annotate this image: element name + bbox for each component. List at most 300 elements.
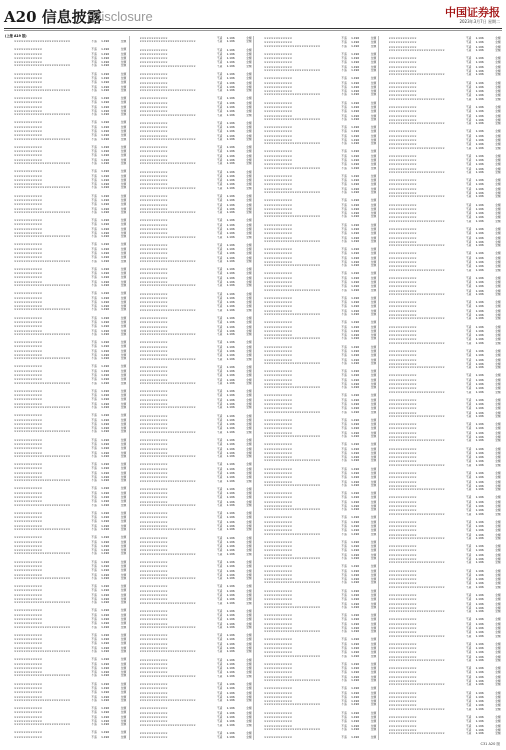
row-value-2: 1.196 [98, 207, 109, 211]
row-value-1: 不适 [211, 536, 222, 540]
row-name: ×××××××××××××××××××××××× [264, 289, 328, 293]
row-value-2: 1.196 [224, 267, 235, 271]
row-value-1: 不适 [86, 202, 97, 206]
row-name: ×××××××××××× [389, 284, 453, 288]
row-value-2: 1.196 [98, 353, 109, 357]
row-name: ×××××××××××××××××××××××× [389, 732, 453, 736]
row-value-2: 1.196 [348, 382, 359, 386]
row-value-2: 1.196 [98, 194, 109, 198]
row-value-3: 全额 [112, 528, 127, 532]
row-value-3: 全额 [112, 438, 127, 442]
row-value-2: 1.196 [224, 325, 235, 329]
row-value-2: 1.196 [98, 291, 109, 295]
row-value-3: 全额 [112, 271, 127, 275]
row-value-3: 全额 [112, 178, 127, 182]
row-name: ×××××××××××× [14, 573, 78, 577]
row-value-1: 不适 [336, 406, 347, 410]
row-value-2: 1.196 [224, 382, 235, 386]
row-value-2: 1.196 [473, 431, 484, 435]
row-name: ×××××××××××××××××××××××× [14, 552, 78, 556]
row-value-2: 1.196 [98, 422, 109, 426]
row-value-3: 全额 [362, 304, 377, 308]
row-value-1: 不适 [211, 617, 222, 621]
row-value-1: 不适 [86, 353, 97, 357]
row-value-3: 全额 [362, 276, 377, 280]
row-value-3: 全额 [486, 524, 501, 528]
row-value-3: 全额 [362, 524, 377, 528]
row-value-2: 1.196 [224, 686, 235, 690]
row-value-1: 不适 [460, 642, 471, 646]
row-value-1: 不适 [211, 406, 222, 410]
row-name: ×××××××××××× [264, 650, 328, 654]
row-name: ×××××××××××× [14, 413, 78, 417]
row-value-3: 全额 [112, 120, 127, 124]
row-value-3: 全额 [486, 528, 501, 532]
row-value-3: 全额 [112, 393, 127, 397]
row-value-1: 不适 [336, 533, 347, 537]
row-value-3: 全额 [112, 475, 127, 479]
row-value-3: 全额 [486, 513, 501, 517]
row-value-3: 全额 [112, 426, 127, 430]
row-value-2: 1.196 [98, 373, 109, 377]
row-name: ×××××××××××× [14, 710, 78, 714]
row-name: ×××××××××××× [14, 149, 78, 153]
row-name: ×××××××××××× [389, 333, 453, 337]
table-row [380, 195, 503, 202]
row-value-1: 不适 [211, 198, 222, 202]
row-value-3: 全额 [112, 515, 127, 519]
row-value-1: 不适 [86, 491, 97, 495]
row-value-3: 全额 [486, 411, 501, 415]
row-value-1: 不适 [460, 513, 471, 517]
row-value-1: 不适 [336, 76, 347, 80]
row-name: ×××××××××××× [14, 657, 78, 661]
row-value-2: 1.196 [473, 622, 484, 626]
row-value-2: 1.196 [348, 431, 359, 435]
row-value-3: 全额 [112, 735, 127, 739]
row-value-1: 不适 [460, 147, 471, 151]
row-value-3: 全额 [237, 72, 252, 76]
row-value-3: 全额 [362, 703, 377, 707]
row-value-3: 全额 [486, 138, 501, 142]
row-name: ×××××××××××× [14, 462, 78, 466]
row-value-3: 全额 [362, 715, 377, 719]
table-row [380, 269, 503, 276]
row-value-3: 全额 [112, 349, 127, 353]
row-name: ×××××××××××× [389, 203, 453, 207]
row-value-2: 1.196 [98, 695, 109, 699]
row-value-1: 不适 [86, 145, 97, 149]
row-value-1: 不适 [460, 524, 471, 528]
row-value-2: 1.196 [224, 271, 235, 275]
row-name: ×××××××××××× [14, 291, 78, 295]
row-name: ×××××××××××× [389, 40, 453, 44]
row-value-3: 全额 [112, 222, 127, 226]
row-value-2: 1.196 [348, 93, 359, 97]
row-name: ×××××××××××× [389, 134, 453, 138]
row-value-3: 全额 [112, 129, 127, 133]
row-value-1: 不适 [460, 659, 471, 663]
row-value-3: 全额 [112, 267, 127, 271]
row-name: ×××××××××××× [264, 52, 328, 56]
row-value-3: 全额 [486, 329, 501, 333]
row-name: ×××××××××××× [14, 540, 78, 544]
row-value-1: 不适 [336, 69, 347, 73]
row-value-1: 不适 [336, 167, 347, 171]
row-value-3: 全额 [112, 413, 127, 417]
row-value-3: 全额 [362, 271, 377, 275]
row-value-3: 全额 [486, 488, 501, 492]
row-value-1: 不适 [336, 626, 347, 630]
row-name: ×××××××××××××××××××××××× [140, 333, 204, 337]
row-name: ×××××××××××××××××××××××× [140, 699, 204, 703]
row-name: ×××××××××××××××××××××××× [14, 40, 78, 44]
row-value-3: 全额 [362, 597, 377, 601]
row-name: ×××××××××××× [389, 304, 453, 308]
row-name: ×××××××××××××××××××××××× [389, 561, 453, 565]
row-name: ×××××××××××× [264, 593, 328, 597]
row-value-3: 全额 [112, 242, 127, 246]
row-name: ×××××××××××××××××××××××× [389, 73, 453, 77]
row-value-1: 不适 [336, 309, 347, 313]
row-value-2: 1.196 [348, 471, 359, 475]
row-name: ×××××××××××××××××××××××× [264, 411, 328, 415]
row-value-1: 不适 [86, 162, 97, 166]
row-value-3: 全额 [362, 650, 377, 654]
row-value-3: 全额 [486, 695, 501, 699]
table-row [5, 186, 128, 193]
row-value-1: 不适 [211, 251, 222, 255]
row-name: ×××××××××××× [389, 373, 453, 377]
row-value-3: 全额 [486, 269, 501, 273]
row-name: ×××××××××××× [389, 500, 453, 504]
row-name: ×××××××××××× [14, 389, 78, 393]
row-name: ×××××××××××× [14, 218, 78, 222]
row-value-1: 不适 [336, 422, 347, 426]
table-row [255, 93, 378, 100]
table-row [380, 49, 503, 56]
row-value-2: 1.196 [224, 309, 235, 313]
row-name: ×××××××××××× [389, 276, 453, 280]
row-value-3: 全额 [112, 462, 127, 466]
row-name: ×××××××××××× [389, 524, 453, 528]
row-value-3: 全额 [362, 617, 377, 621]
table-row [255, 142, 378, 149]
row-name: ×××××××××××××××××××××××× [140, 284, 204, 288]
row-name: ×××××××××××× [14, 686, 78, 690]
row-name: ×××××××××××× [389, 411, 453, 415]
row-value-1: 不适 [460, 231, 471, 235]
row-value-3: 全额 [112, 650, 127, 654]
row-name: ×××××××××××× [264, 471, 328, 475]
row-value-2: 1.196 [348, 309, 359, 313]
row-value-2: 1.196 [348, 475, 359, 479]
row-name: ×××××××××××× [264, 101, 328, 105]
row-value-1: 不适 [460, 610, 471, 614]
row-value-3: 全额 [237, 36, 252, 40]
row-value-1: 不适 [86, 637, 97, 641]
row-name: ×××××××××××× [140, 471, 204, 475]
row-value-2: 1.196 [98, 47, 109, 51]
row-value-2: 1.196 [98, 637, 109, 641]
row-value-2: 1.196 [348, 398, 359, 402]
table-row [5, 455, 128, 462]
row-value-2: 1.196 [224, 85, 235, 89]
row-value-3: 全额 [112, 40, 127, 44]
row-value-1: 不适 [336, 358, 347, 362]
row-value-3: 全额 [362, 114, 377, 118]
row-value-3: 全额 [486, 666, 501, 670]
page-header [0, 0, 506, 30]
row-value-3: 全额 [237, 695, 252, 699]
row-value-1: 不适 [460, 679, 471, 683]
row-name: ×××××××××××× [140, 475, 204, 479]
row-value-3: 全额 [112, 674, 127, 678]
row-value-2: 1.196 [224, 613, 235, 617]
table-row [5, 211, 128, 218]
table-row [255, 289, 378, 296]
row-value-3: 全额 [362, 646, 377, 650]
row-value-2: 1.196 [224, 187, 235, 191]
row-name: ×××××××××××× [14, 100, 78, 104]
row-value-2: 1.196 [348, 711, 359, 715]
row-value-3: 全额 [112, 316, 127, 320]
row-value-3: 全额 [486, 544, 501, 548]
row-name: ×××××××××××× [264, 573, 328, 577]
row-value-2: 1.196 [348, 435, 359, 439]
row-name: ×××××××××××× [264, 276, 328, 280]
row-value-2: 1.196 [224, 81, 235, 85]
header-rule-thin [4, 30, 502, 31]
row-value-3: 全额 [237, 76, 252, 80]
row-value-2: 1.196 [98, 72, 109, 76]
row-name: ×××××××××××× [389, 154, 453, 158]
row-name: ×××××××××××× [264, 89, 328, 93]
row-name: ×××××××××××× [140, 462, 204, 466]
row-name: ×××××××××××× [389, 528, 453, 532]
row-value-3: 全额 [486, 304, 501, 308]
row-value-3: 全额 [237, 345, 252, 349]
row-value-1: 不适 [211, 573, 222, 577]
row-value-2: 1.196 [473, 171, 484, 175]
row-value-1: 不适 [86, 730, 97, 734]
row-value-2: 1.196 [348, 207, 359, 211]
row-value-1: 不适 [211, 292, 222, 296]
row-value-2: 1.196 [224, 491, 235, 495]
row-value-1: 不适 [211, 121, 222, 125]
row-value-3: 全额 [237, 431, 252, 435]
row-name: ×××××××××××××××××××××××× [264, 533, 328, 537]
row-name: ×××××××××××××××××××××××× [140, 406, 204, 410]
row-name: ×××××××××××× [264, 333, 328, 337]
row-value-1: 不适 [460, 240, 471, 244]
row-value-1: 不适 [86, 174, 97, 178]
row-value-1: 不适 [460, 251, 471, 255]
row-value-3: 全额 [237, 340, 252, 344]
table-row [380, 122, 503, 129]
row-value-3: 全额 [486, 353, 501, 357]
row-value-2: 1.196 [348, 626, 359, 630]
row-value-2: 1.196 [348, 728, 359, 732]
row-value-1: 不适 [86, 251, 97, 255]
row-name: ×××××××××××× [140, 393, 204, 397]
row-value-1: 不适 [86, 402, 97, 406]
row-value-3: 全额 [237, 662, 252, 666]
row-value-1: 不适 [211, 724, 222, 728]
row-value-1: 不适 [211, 81, 222, 85]
row-value-1: 不适 [336, 418, 347, 422]
row-value-1: 不适 [336, 378, 347, 382]
row-value-3: 全额 [112, 324, 127, 328]
row-value-3: 全额 [486, 422, 501, 426]
row-value-2: 1.196 [348, 36, 359, 40]
row-name: ×××××××××××× [389, 138, 453, 142]
row-value-3: 全额 [486, 81, 501, 85]
row-value-2: 1.196 [473, 471, 484, 475]
row-name: ×××××××××××× [389, 240, 453, 244]
row-value-2: 1.196 [473, 708, 484, 712]
row-value-2: 1.196 [98, 633, 109, 637]
row-value-3: 全额 [486, 114, 501, 118]
row-value-2: 1.196 [473, 251, 484, 255]
row-value-3: 全额 [362, 105, 377, 109]
row-value-1: 不适 [86, 564, 97, 568]
row-value-2: 1.196 [224, 431, 235, 435]
row-name: ×××××××××××× [389, 602, 453, 606]
row-name: ×××××××××××× [14, 267, 78, 271]
row-value-3: 全额 [486, 366, 501, 370]
row-value-2: 1.196 [98, 723, 109, 727]
row-value-2: 1.196 [348, 154, 359, 158]
row-name: ×××××××××××× [264, 491, 328, 495]
row-name: ×××××××××××× [14, 617, 78, 621]
row-value-2: 1.196 [348, 577, 359, 581]
row-value-3: 全额 [486, 231, 501, 235]
row-name: ×××××××××××× [14, 242, 78, 246]
row-value-2: 1.196 [98, 89, 109, 93]
row-name: ×××××××××××× [14, 475, 78, 479]
row-value-1: 不适 [86, 706, 97, 710]
row-name: ×××××××××××××××××××××××× [14, 89, 78, 93]
row-value-2: 1.196 [473, 398, 484, 402]
row-value-1: 不适 [460, 162, 471, 166]
row-name: ×××××××××××× [14, 524, 78, 528]
row-name: ×××××××××××× [264, 719, 328, 723]
row-value-1: 不适 [460, 622, 471, 626]
row-value-2: 1.196 [473, 484, 484, 488]
row-value-3: 全额 [362, 174, 377, 178]
row-value-1: 不适 [336, 289, 347, 293]
table-row [255, 313, 378, 320]
row-value-3: 全额 [362, 284, 377, 288]
row-name: ×××××××××××× [264, 211, 328, 215]
row-value-2: 1.196 [224, 584, 235, 588]
row-name: ×××××××××××× [389, 646, 453, 650]
row-value-1: 不适 [336, 36, 347, 40]
row-name: ×××××××××××× [264, 109, 328, 113]
row-name: ×××××××××××× [264, 711, 328, 715]
row-value-1: 不适 [86, 646, 97, 650]
row-value-2: 1.196 [98, 284, 109, 288]
row-value-2: 1.196 [348, 256, 359, 260]
row-value-1: 不适 [460, 167, 471, 171]
row-name: ×××××××××××× [14, 174, 78, 178]
row-value-3: 全额 [486, 317, 501, 321]
row-value-3: 全额 [362, 670, 377, 674]
row-value-3: 全额 [237, 382, 252, 386]
row-value-3: 全额 [486, 154, 501, 158]
row-value-2: 1.196 [348, 215, 359, 219]
row-value-2: 1.196 [224, 149, 235, 153]
row-value-3: 全额 [486, 69, 501, 73]
row-value-3: 全额 [112, 706, 127, 710]
row-name: ×××××××××××××××××××××××× [264, 118, 328, 122]
row-name: ×××××××××××××××××××××××× [140, 626, 204, 630]
row-name: ×××××××××××× [389, 211, 453, 215]
row-name: ×××××××××××× [14, 418, 78, 422]
row-value-1: 不适 [211, 471, 222, 475]
row-value-3: 全额 [237, 300, 252, 304]
row-name: ×××××××××××××××××××××××× [389, 610, 453, 614]
row-value-1: 不适 [336, 227, 347, 231]
row-value-2: 1.196 [348, 569, 359, 573]
row-name: ×××××××××××× [264, 134, 328, 138]
row-value-1: 不适 [460, 699, 471, 703]
row-value-2: 1.196 [348, 597, 359, 601]
row-value-1: 不适 [86, 471, 97, 475]
row-value-3: 全额 [112, 72, 127, 76]
row-value-2: 1.196 [98, 613, 109, 617]
row-value-2: 1.196 [98, 495, 109, 499]
row-value-1: 不适 [211, 72, 222, 76]
row-name: ×××××××××××××××××××××××× [140, 504, 204, 508]
row-name: ×××××××××××× [389, 349, 453, 353]
row-value-2: 1.196 [348, 670, 359, 674]
row-value-3: 全额 [362, 431, 377, 435]
row-value-3: 全额 [486, 655, 501, 659]
row-name: ×××××××××××× [389, 451, 453, 455]
row-value-2: 1.196 [473, 435, 484, 439]
row-value-2: 1.196 [98, 133, 109, 137]
row-value-3: 全额 [237, 389, 252, 393]
row-name: ×××××××××××× [389, 105, 453, 109]
row-value-2: 1.196 [98, 451, 109, 455]
row-name: ×××××××××××× [140, 231, 204, 235]
row-value-3: 全额 [112, 646, 127, 650]
table-row [255, 337, 378, 344]
row-value-3: 全额 [362, 553, 377, 557]
row-value-2: 1.196 [348, 45, 359, 49]
row-value-2: 1.196 [98, 56, 109, 60]
row-value-3: 全额 [486, 118, 501, 122]
row-value-2: 1.196 [224, 511, 235, 515]
row-value-3: 全额 [112, 377, 127, 381]
row-value-1: 不适 [460, 670, 471, 674]
row-value-2: 1.196 [224, 369, 235, 373]
row-name: ×××××××××××× [264, 467, 328, 471]
row-value-1: 不适 [336, 504, 347, 508]
row-value-1: 不适 [336, 320, 347, 324]
row-value-3: 全额 [237, 711, 252, 715]
table-row [131, 65, 254, 72]
row-name: ×××××××××××× [14, 324, 78, 328]
row-value-1: 不适 [211, 711, 222, 715]
row-value-1: 不适 [86, 389, 97, 393]
row-value-2: 1.196 [473, 610, 484, 614]
row-value-1: 不适 [336, 373, 347, 377]
row-value-3: 全额 [486, 195, 501, 199]
row-name: ×××××××××××× [389, 544, 453, 548]
